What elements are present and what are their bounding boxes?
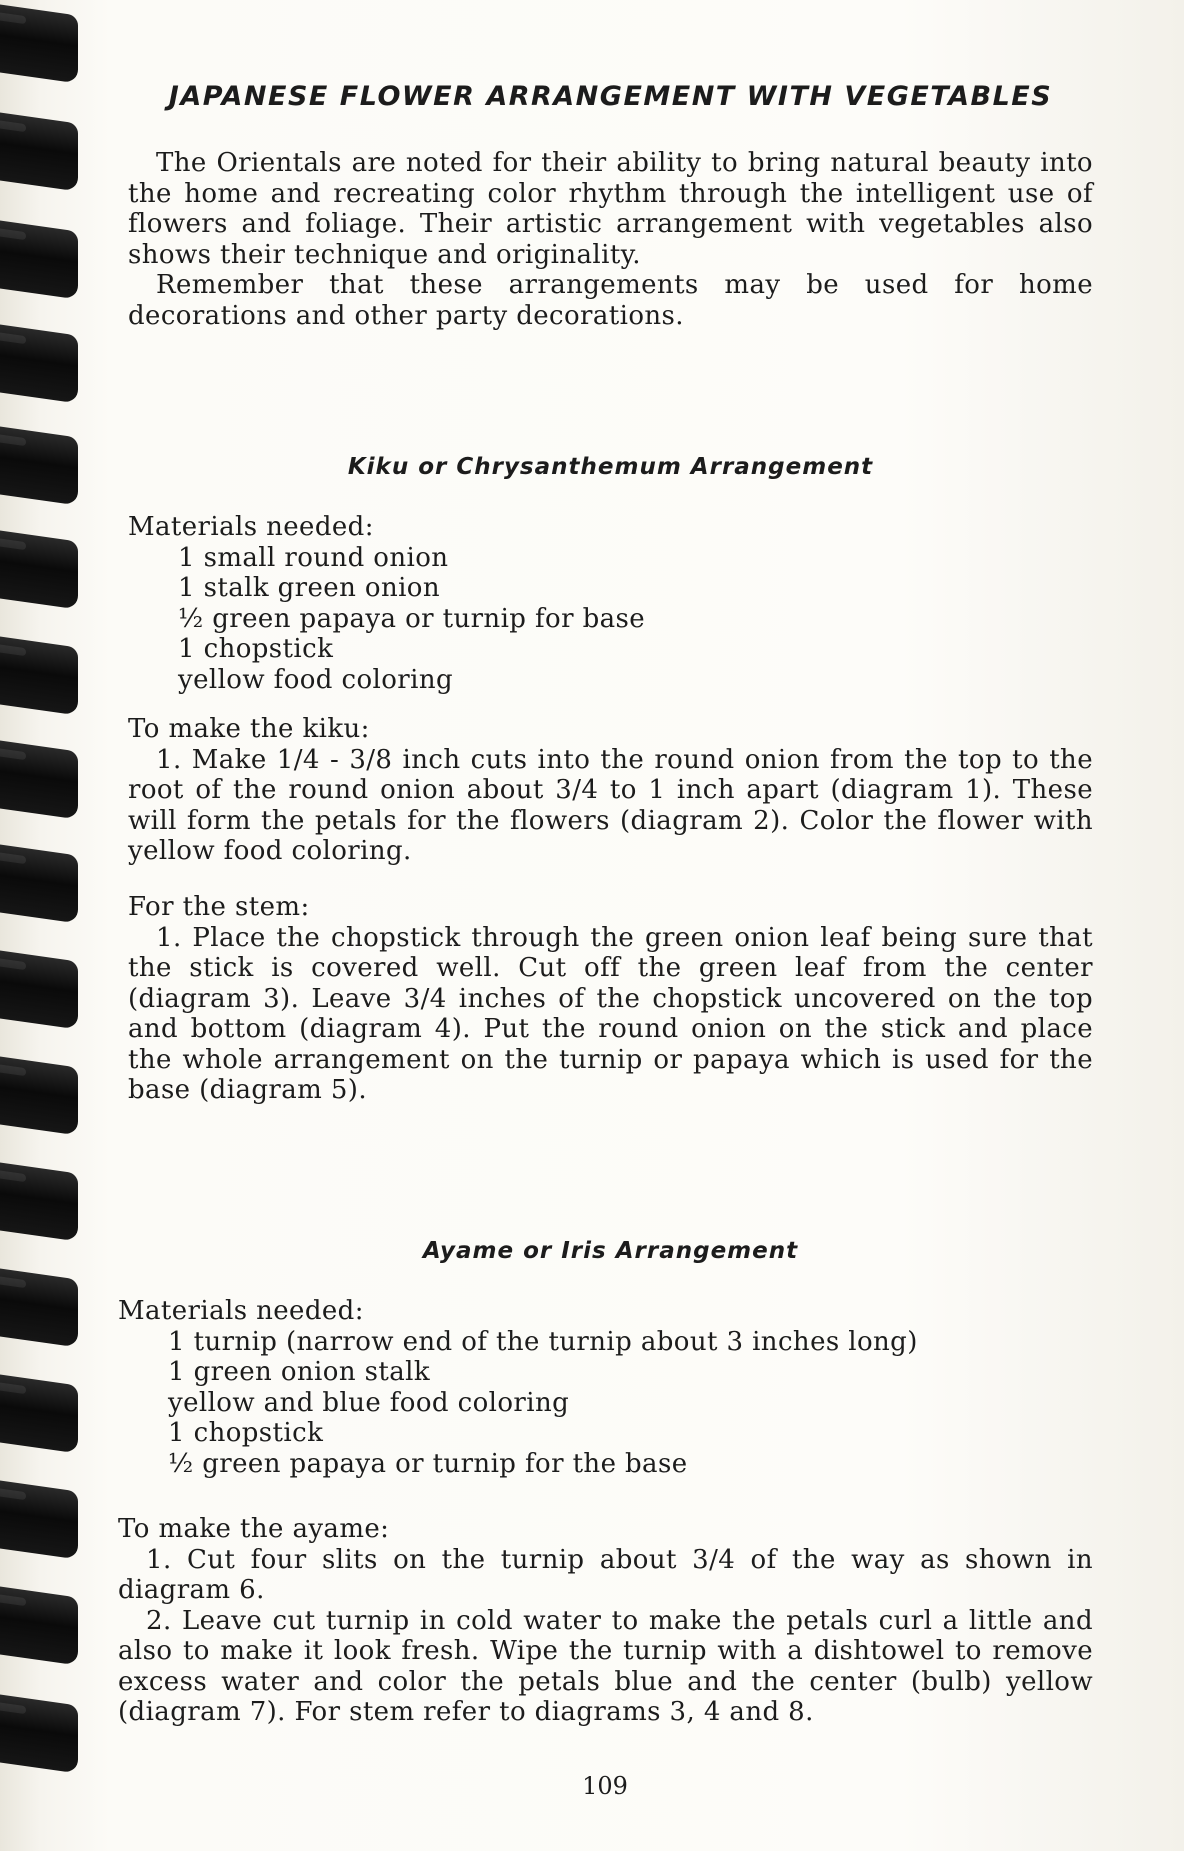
kiku-stem-label: For the stem: (128, 892, 310, 922)
list-item: 1 stalk green onion (178, 573, 441, 603)
list-item: yellow food coloring (178, 664, 454, 695)
page-number: 109 (582, 1772, 628, 1800)
binding-ring (0, 1269, 78, 1348)
ayame-step-2: 2. Leave cut turnip in cold water to make the petals curl a little and also to make it look fresh. Wipe the turnip with a dishtowel to remove excess water and color the petals blue and the center (bulb) yellow (diagram 7). For stem refer to diagrams 3, 4 and 8. (118, 1605, 1093, 1727)
list-item: yellow and blue food coloring (168, 1387, 570, 1418)
intro-paragraph-1: The Orientals are noted for their ability to bring natural beauty into the home and recreating color rhythm through the intelligent use of flowers and foliage. Their artistic arrangement with vegetables also shows their technique and originality. (128, 148, 1093, 270)
list-item: 1 chopstick (168, 1418, 324, 1448)
binding-ring (0, 1695, 78, 1774)
kiku-instructions (128, 714, 1093, 867)
kiku-stem-instructions (128, 892, 1093, 1106)
ayame-materials (118, 1296, 1083, 1479)
binding-ring (0, 1587, 78, 1666)
binding-ring (0, 951, 78, 1030)
kiku-materials-list (128, 543, 1093, 696)
binding-ring (0, 1375, 78, 1454)
ayame-materials-label: Materials needed: (118, 1296, 364, 1326)
binding-ring (0, 845, 78, 924)
intro-section (128, 148, 1093, 331)
page-title: JAPANESE FLOWER ARRANGEMENT WITH VEGETABLES (168, 81, 1053, 112)
kiku-materials (128, 512, 1093, 695)
ayame-make-label: To make the ayame: (118, 1514, 390, 1544)
kiku-step-1: 1. Make 1/4 - 3/8 inch cuts into the round onion from the top to the root of the round onion about 3/4 to 1 inch apart (diagram 1). These will form the petals for the flowers (diagram 2). Color the flower with yellow food coloring. (128, 744, 1093, 866)
kiku-heading: Kiku or Chrysanthemum Arrangement (347, 454, 874, 480)
list-item: 1 small round onion (178, 542, 449, 573)
list-item: ½ green papaya or turnip for base (178, 603, 646, 634)
list-item: 1 turnip (narrow end of the turnip about 3 inches long) (168, 1326, 918, 1357)
ayame-materials-list (118, 1327, 1083, 1480)
binding-ring (0, 113, 78, 192)
binding-ring (0, 325, 78, 404)
binding-ring (0, 531, 78, 610)
binding-ring (0, 221, 78, 300)
binding-ring (0, 1163, 78, 1242)
binding-ring (0, 1481, 78, 1560)
list-item: 1 chopstick (178, 634, 334, 664)
list-item: 1 green onion stalk (168, 1357, 431, 1387)
intro-paragraph-2: Remember that these arrangements may be used for home decorations and other party decorations. (128, 270, 1093, 331)
spiral-binding (0, 0, 90, 1851)
kiku-make-label: To make the kiku: (128, 714, 370, 744)
binding-ring (0, 741, 78, 820)
list-item: ½ green papaya or turnip for the base (168, 1448, 688, 1479)
binding-ring (0, 637, 78, 716)
binding-ring (0, 427, 78, 506)
kiku-materials-label: Materials needed: (128, 512, 374, 542)
ayame-heading: Ayame or Iris Arrangement (422, 1238, 799, 1264)
binding-ring (0, 5, 78, 84)
ayame-step-1: 1. Cut four slits on the turnip about 3/4 of the way as shown in diagram 6. (118, 1544, 1093, 1605)
binding-ring (0, 1057, 78, 1136)
kiku-stem-step-1: 1. Place the chopstick through the green onion leaf being sure that the stick is covered well. Cut off the green leaf from the center (diagram 3). Leave 3/4 inches of the chopstick uncovered on the top and bottom (diagram 4). Put the round onion on the stick and place the whole arrangement on the turnip or papaya which is used for the base (diagram 5). (128, 922, 1093, 1105)
ayame-instructions (118, 1514, 1093, 1728)
